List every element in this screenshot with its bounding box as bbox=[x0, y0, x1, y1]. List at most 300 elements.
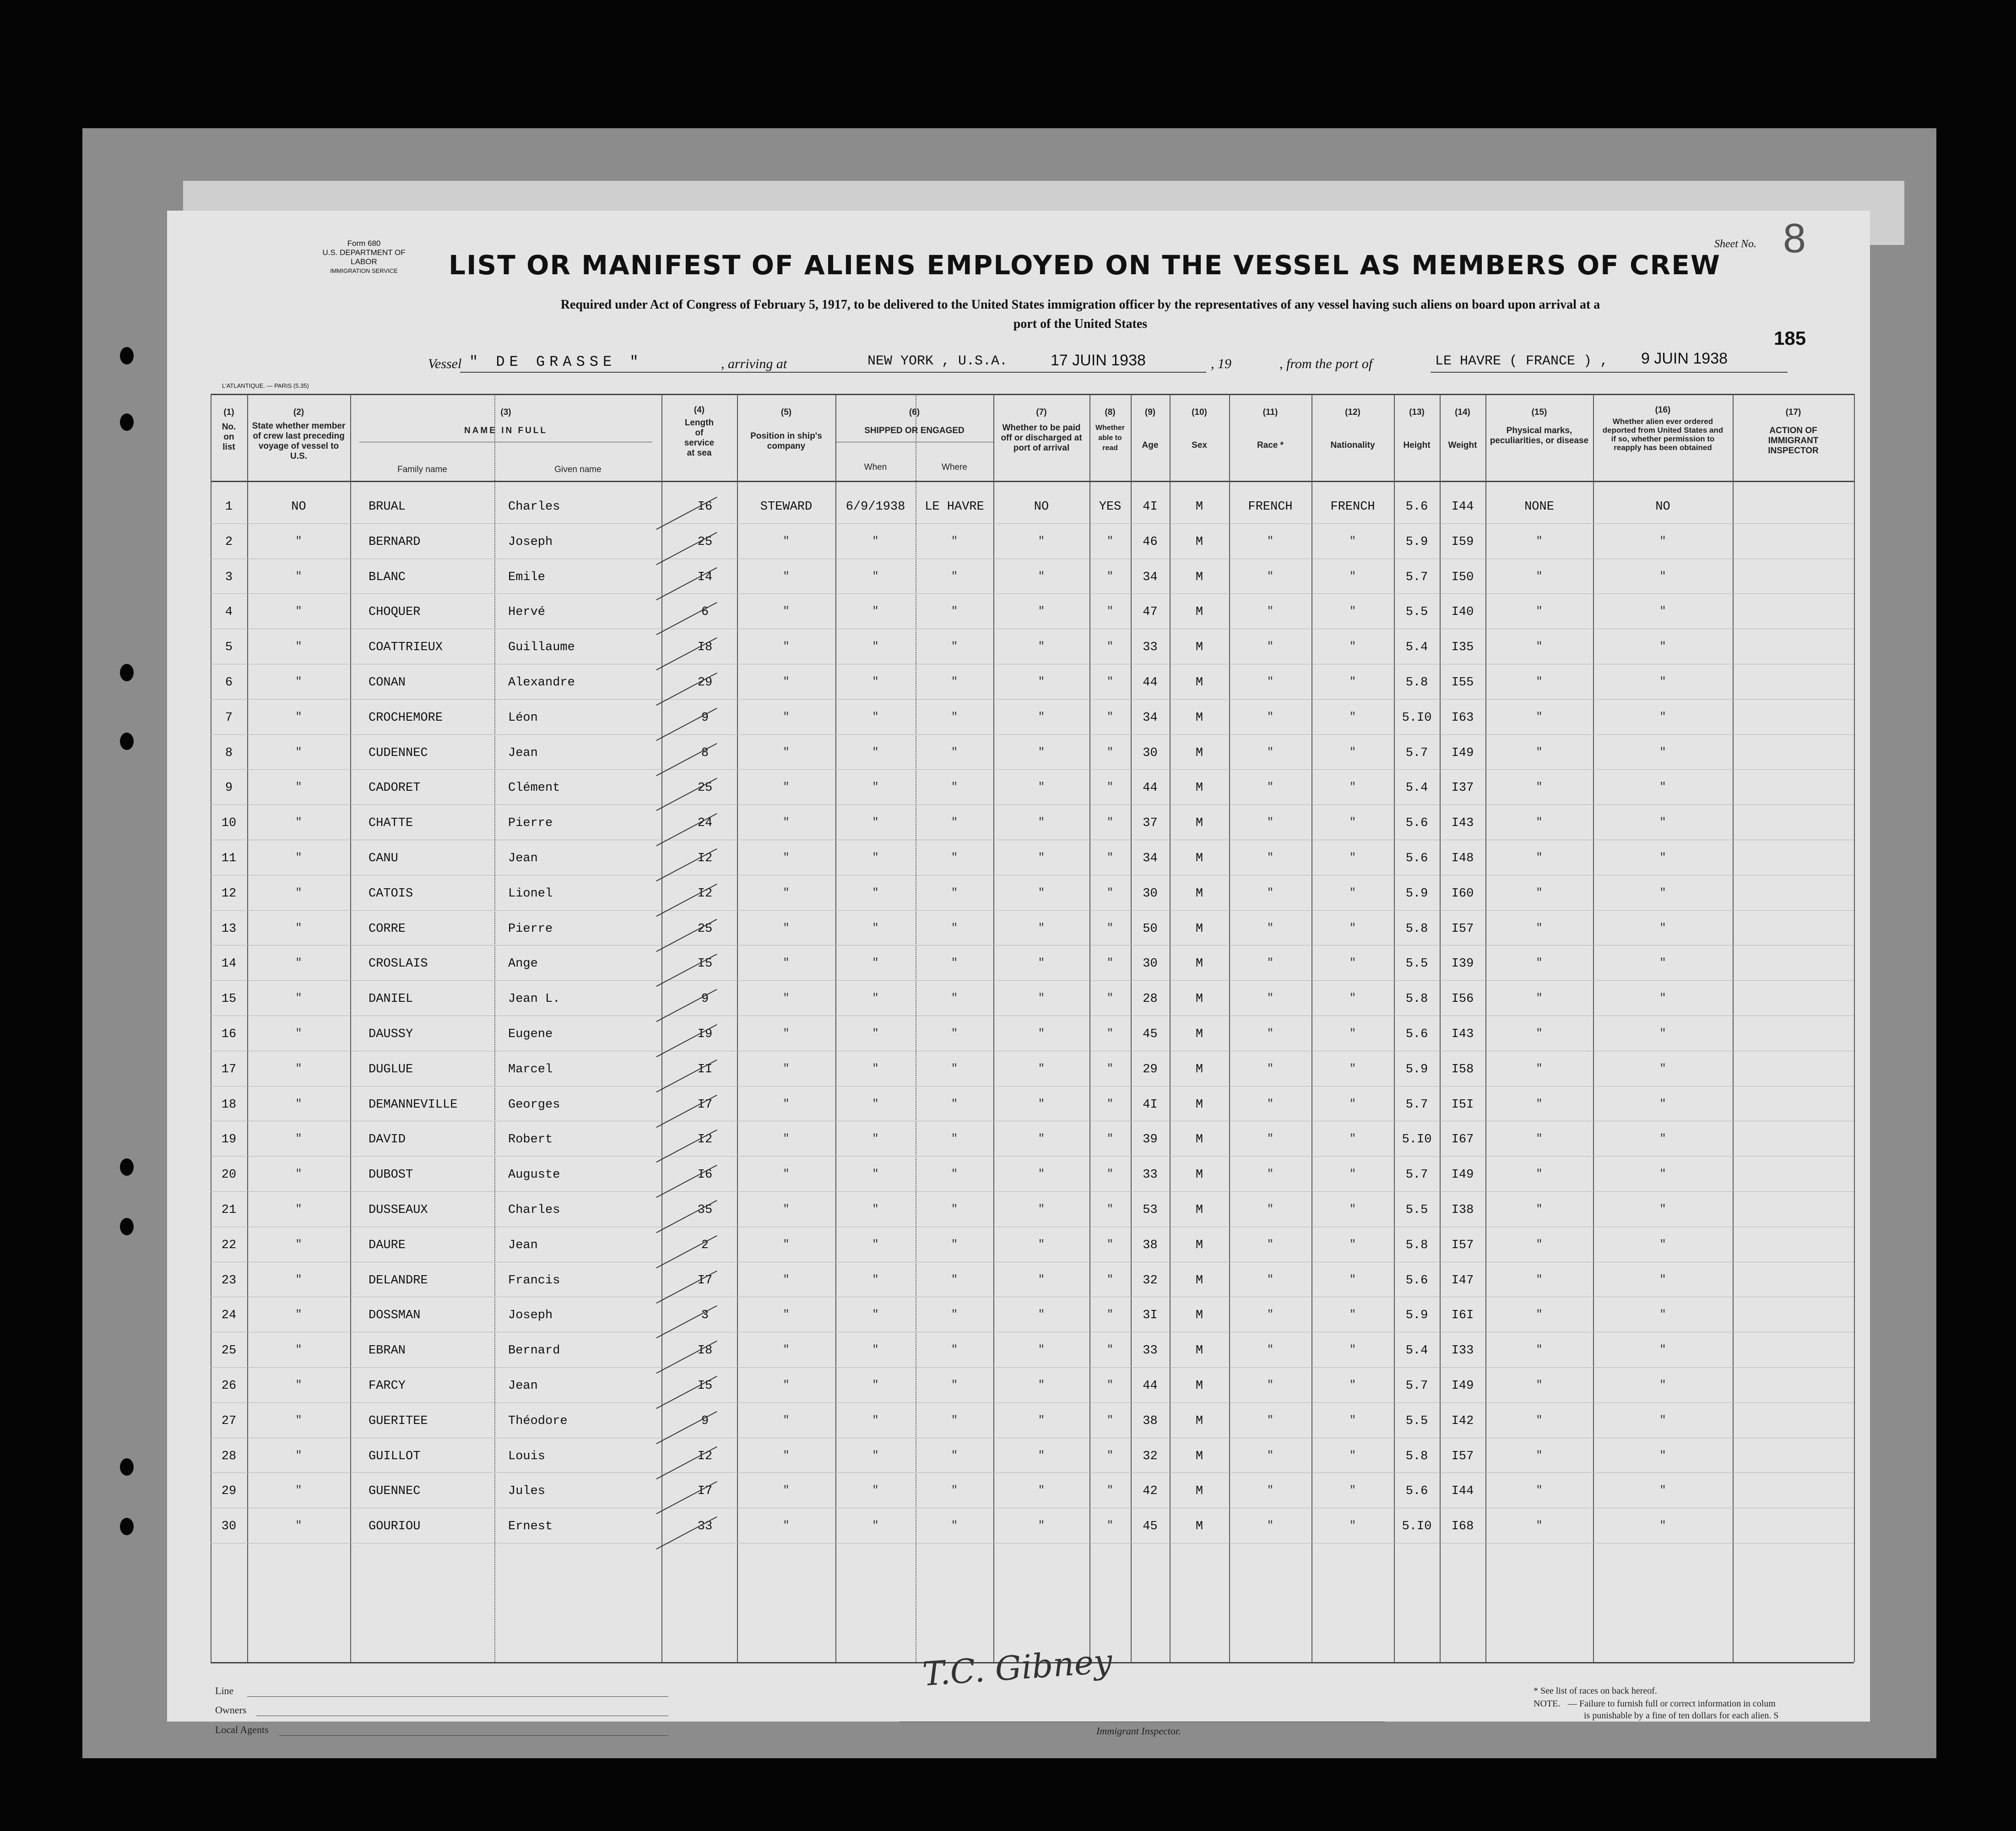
paid-off-ditto: " bbox=[1038, 641, 1045, 653]
shipped-where-ditto: " bbox=[951, 1133, 958, 1146]
physical-marks-ditto: " bbox=[1536, 886, 1543, 899]
paid-off-ditto: " bbox=[1038, 1449, 1045, 1462]
deported-ditto: " bbox=[1659, 711, 1666, 723]
race-ditto: " bbox=[1267, 1273, 1274, 1286]
deported-ditto: " bbox=[1659, 957, 1666, 970]
service-length: I8 bbox=[697, 1344, 713, 1358]
row-number: 18 bbox=[221, 1098, 237, 1112]
prev-voyage-ditto: " bbox=[295, 852, 302, 864]
family-name: GOURIOU bbox=[369, 1520, 421, 1534]
shipped-where-ditto: " bbox=[951, 1379, 958, 1391]
able-to-read-ditto: " bbox=[1106, 641, 1114, 653]
shipped-where-ditto: " bbox=[951, 711, 958, 723]
shipped-where-ditto: " bbox=[951, 816, 958, 829]
prev-voyage-ditto: " bbox=[295, 886, 302, 899]
race-ditto: " bbox=[1267, 1098, 1274, 1110]
height: 5.5 bbox=[1405, 605, 1428, 619]
line-label: Line bbox=[215, 1685, 234, 1696]
service-length: 29 bbox=[697, 676, 713, 690]
physical-marks-ditto: " bbox=[1536, 816, 1543, 829]
shipped-when-ditto: " bbox=[872, 746, 879, 759]
physical-marks-ditto: " bbox=[1536, 641, 1543, 653]
height: 5.5 bbox=[1405, 1203, 1428, 1217]
family-name: DUBOST bbox=[369, 1168, 413, 1182]
shipped-where-ditto: " bbox=[951, 1027, 958, 1040]
paid-off: NO bbox=[1034, 500, 1049, 514]
paid-off-ditto: " bbox=[1038, 1273, 1045, 1286]
sex: M bbox=[1195, 1379, 1203, 1393]
row-rule bbox=[211, 804, 1854, 805]
weight: I68 bbox=[1451, 1520, 1474, 1534]
given-name: Eugene bbox=[508, 1027, 553, 1041]
deported-ditto: " bbox=[1659, 641, 1666, 653]
age: 30 bbox=[1143, 886, 1158, 901]
nationality-ditto: " bbox=[1349, 852, 1356, 864]
race-ditto: " bbox=[1267, 1062, 1274, 1075]
weight: I67 bbox=[1451, 1133, 1474, 1147]
shipped-when-ditto: " bbox=[872, 1414, 879, 1427]
header-service-label: Length of service at sea bbox=[684, 418, 715, 458]
deported-ditto: " bbox=[1659, 992, 1666, 1005]
col-rule-end bbox=[1854, 394, 1855, 1662]
able-to-read-ditto: " bbox=[1106, 535, 1114, 548]
header-read-label: Whether able to read bbox=[1095, 424, 1125, 452]
position-ditto: " bbox=[783, 1379, 790, 1391]
height: 5.7 bbox=[1405, 1379, 1428, 1393]
height: 5.6 bbox=[1405, 1484, 1428, 1499]
row-number: 25 bbox=[221, 1344, 237, 1358]
header-given: Given name bbox=[554, 465, 602, 474]
race-ditto: " bbox=[1267, 1520, 1274, 1532]
shipped-when-ditto: " bbox=[872, 886, 879, 899]
given-name: Léon bbox=[508, 711, 538, 725]
sex: M bbox=[1195, 1098, 1203, 1112]
page-number: 185 bbox=[1774, 327, 1806, 349]
races-note: * See list of races on back hereof. bbox=[1534, 1686, 1657, 1696]
shipped-when-ditto: " bbox=[872, 1168, 879, 1181]
shipped-where-ditto: " bbox=[951, 957, 958, 970]
family-name: CANU bbox=[369, 852, 398, 865]
shipped-when-ditto: " bbox=[872, 1238, 879, 1251]
weight: I6I bbox=[1451, 1309, 1474, 1323]
paid-off-ditto: " bbox=[1038, 992, 1045, 1005]
able-to-read-ditto: " bbox=[1106, 1027, 1114, 1040]
height: 5.9 bbox=[1405, 1062, 1428, 1076]
header-prev-voyage-label: State whether member of crew last preceding voyage of vessel to U.S. bbox=[252, 421, 346, 461]
height: 5.4 bbox=[1405, 1344, 1428, 1358]
sex: M bbox=[1195, 500, 1203, 514]
position-ditto: " bbox=[783, 1133, 790, 1146]
paid-off-ditto: " bbox=[1038, 852, 1045, 864]
given-name: Charles bbox=[508, 1203, 560, 1217]
position-ditto: " bbox=[783, 1062, 790, 1075]
given-name: Guillaume bbox=[508, 641, 575, 655]
header-age-num: (9) bbox=[1144, 407, 1156, 417]
physical-marks-ditto: " bbox=[1536, 1344, 1543, 1357]
able-to-read-ditto: " bbox=[1106, 1133, 1114, 1146]
row-number: 17 bbox=[221, 1062, 237, 1076]
sex: M bbox=[1195, 922, 1203, 936]
paid-off-ditto: " bbox=[1038, 711, 1045, 723]
physical-marks-ditto: " bbox=[1536, 1414, 1543, 1427]
given-name: Lionel bbox=[508, 886, 553, 901]
given-name: Alexandre bbox=[508, 676, 575, 690]
nationality-ditto: " bbox=[1349, 1484, 1356, 1497]
binder-hole bbox=[120, 413, 134, 431]
row-number: 24 bbox=[221, 1309, 237, 1323]
row-number: 16 bbox=[221, 1027, 237, 1041]
row-rule bbox=[211, 1472, 1854, 1473]
race-ditto: " bbox=[1267, 570, 1274, 583]
paid-off-ditto: " bbox=[1038, 1379, 1045, 1391]
given-name: Jean bbox=[508, 746, 538, 760]
position-ditto: " bbox=[783, 852, 790, 864]
able-to-read-ditto: " bbox=[1106, 1484, 1114, 1497]
given-name: Francis bbox=[508, 1273, 560, 1288]
physical-marks-ditto: " bbox=[1536, 1203, 1543, 1216]
row-number: 5 bbox=[225, 641, 233, 655]
deported-ditto: " bbox=[1659, 746, 1666, 759]
weight: I57 bbox=[1451, 1238, 1474, 1252]
row-number: 1 bbox=[225, 500, 233, 514]
deported-ditto: " bbox=[1659, 1379, 1666, 1391]
position-ditto: " bbox=[783, 922, 790, 935]
manifest-sheet bbox=[167, 211, 1870, 1737]
age: 38 bbox=[1143, 1238, 1158, 1252]
height: 5.5 bbox=[1405, 957, 1428, 971]
physical-marks-ditto: " bbox=[1536, 535, 1543, 548]
prev-voyage-ditto: " bbox=[295, 746, 302, 759]
age: 45 bbox=[1143, 1520, 1158, 1534]
given-name: Emile bbox=[508, 570, 546, 584]
service-length: I5 bbox=[697, 1379, 713, 1393]
row-number: 7 bbox=[225, 711, 233, 725]
prev-voyage-ditto: " bbox=[295, 957, 302, 970]
row-rule bbox=[211, 1086, 1854, 1087]
inspector-signature: T.C. Gibney bbox=[921, 1641, 1114, 1694]
prev-voyage-ditto: " bbox=[295, 992, 302, 1005]
deported-ditto: " bbox=[1659, 816, 1666, 829]
arrival-rule bbox=[863, 372, 1206, 373]
shipped-where: LE HAVRE bbox=[925, 500, 984, 514]
given-name: Jean L. bbox=[508, 992, 560, 1006]
able-to-read-ditto: " bbox=[1106, 1203, 1114, 1216]
service-length: I7 bbox=[697, 1484, 713, 1499]
sex: M bbox=[1195, 1484, 1203, 1499]
header-marks-label: Physical marks, peculiarities, or disease bbox=[1490, 426, 1589, 446]
sex: M bbox=[1195, 570, 1203, 584]
given-name: Joseph bbox=[508, 535, 553, 549]
sex: M bbox=[1195, 1273, 1203, 1288]
prev-voyage-ditto: " bbox=[295, 1027, 302, 1040]
shipped-when-ditto: " bbox=[872, 535, 879, 548]
paid-off-ditto: " bbox=[1038, 922, 1045, 935]
header-nationality-label: Nationality bbox=[1330, 440, 1375, 450]
height: 5.8 bbox=[1405, 1449, 1428, 1463]
service-length: 25 bbox=[697, 535, 713, 549]
weight: I44 bbox=[1451, 500, 1474, 514]
paid-off-ditto: " bbox=[1038, 1344, 1045, 1357]
header-shipped-label: SHIPPED OR ENGAGED bbox=[864, 426, 965, 435]
age: 34 bbox=[1143, 852, 1158, 865]
given-name: Charles bbox=[508, 500, 560, 514]
given-name: Bernard bbox=[508, 1344, 560, 1358]
row-number: 23 bbox=[221, 1273, 237, 1288]
header-marks-num: (15) bbox=[1531, 407, 1547, 417]
paid-off-ditto: " bbox=[1038, 535, 1045, 548]
nationality-ditto: " bbox=[1349, 1238, 1356, 1251]
weight: I49 bbox=[1451, 1168, 1474, 1182]
header-sex-num: (10) bbox=[1192, 407, 1207, 417]
given-name: Auguste bbox=[508, 1168, 560, 1182]
age: 50 bbox=[1143, 922, 1158, 936]
nationality-ditto: " bbox=[1349, 1203, 1356, 1216]
able-to-read-ditto: " bbox=[1106, 1379, 1114, 1391]
race-ditto: " bbox=[1267, 957, 1274, 970]
service-length: 6 bbox=[701, 605, 709, 619]
physical-marks-ditto: " bbox=[1536, 852, 1543, 864]
nationality-ditto: " bbox=[1349, 535, 1356, 548]
prev-voyage-ditto: " bbox=[295, 1309, 302, 1321]
deported-ditto: " bbox=[1659, 886, 1666, 899]
position-ditto: " bbox=[783, 535, 790, 548]
header-name bbox=[350, 407, 661, 436]
physical-marks-ditto: " bbox=[1536, 711, 1543, 723]
family-name: CATOIS bbox=[369, 886, 413, 901]
able-to-read-ditto: " bbox=[1106, 781, 1114, 794]
weight: I35 bbox=[1451, 641, 1474, 655]
deported: NO bbox=[1655, 500, 1670, 514]
race-ditto: " bbox=[1267, 746, 1274, 759]
family-name: CADORET bbox=[369, 781, 421, 795]
position-ditto: " bbox=[783, 1484, 790, 1497]
deported-ditto: " bbox=[1659, 1062, 1666, 1075]
age: 32 bbox=[1143, 1449, 1158, 1463]
header-age-label: Age bbox=[1142, 440, 1159, 450]
row-number: 21 bbox=[221, 1203, 237, 1217]
header-action-num: (17) bbox=[1785, 407, 1801, 417]
paid-off-ditto: " bbox=[1038, 746, 1045, 759]
deported-ditto: " bbox=[1659, 1203, 1666, 1216]
binder-hole bbox=[120, 1458, 134, 1476]
age: 45 bbox=[1143, 1027, 1158, 1041]
given-name: Georges bbox=[508, 1098, 560, 1112]
physical-marks-ditto: " bbox=[1536, 1027, 1543, 1040]
family-name: BLANC bbox=[369, 570, 406, 584]
given-name: Marcel bbox=[508, 1062, 553, 1076]
position-ditto: " bbox=[783, 1273, 790, 1286]
able-to-read-ditto: " bbox=[1106, 1273, 1114, 1286]
position-ditto: " bbox=[783, 1027, 790, 1040]
shipped-where-ditto: " bbox=[951, 1238, 958, 1251]
header-family: Family name bbox=[397, 465, 447, 474]
prev-voyage-ditto: " bbox=[295, 535, 302, 548]
able-to-read-ditto: " bbox=[1106, 1062, 1114, 1075]
departure-stamp: 9 JUIN 1938 bbox=[1641, 350, 1728, 367]
age: 34 bbox=[1143, 570, 1158, 584]
shipped-when-ditto: " bbox=[872, 1203, 879, 1216]
race-ditto: " bbox=[1267, 1449, 1274, 1462]
row-number: 29 bbox=[221, 1484, 237, 1499]
header-position bbox=[737, 407, 835, 451]
able-to-read-ditto: " bbox=[1106, 746, 1114, 759]
race-ditto: " bbox=[1267, 1168, 1274, 1181]
note-label: NOTE. bbox=[1534, 1699, 1561, 1709]
binder-hole bbox=[120, 664, 134, 681]
service-length: I2 bbox=[697, 852, 713, 865]
physical-marks-ditto: " bbox=[1536, 992, 1543, 1005]
sex: M bbox=[1195, 1309, 1203, 1323]
height: 5.9 bbox=[1405, 535, 1428, 549]
shipped-when-ditto: " bbox=[872, 1062, 879, 1075]
prev-voyage-ditto: " bbox=[295, 1344, 302, 1357]
sex: M bbox=[1195, 1168, 1203, 1182]
physical-marks-ditto: " bbox=[1536, 1520, 1543, 1532]
header-paid-off-label: Whether to be paid off or discharged at port of arrival bbox=[1001, 423, 1082, 453]
header-race bbox=[1229, 407, 1311, 451]
height: 5.8 bbox=[1405, 1238, 1428, 1252]
family-name: COATTRIEUX bbox=[369, 641, 443, 655]
nationality-ditto: " bbox=[1349, 1379, 1356, 1391]
nationality-ditto: " bbox=[1349, 711, 1356, 723]
paid-off-ditto: " bbox=[1038, 886, 1045, 899]
given-name: Ernest bbox=[508, 1520, 553, 1534]
shipped-when-ditto: " bbox=[872, 605, 879, 618]
able-to-read-ditto: " bbox=[1106, 1414, 1114, 1427]
family-name: BERNARD bbox=[369, 535, 421, 549]
race-ditto: " bbox=[1267, 1027, 1274, 1040]
deported-ditto: " bbox=[1659, 1520, 1666, 1532]
row-number: 28 bbox=[221, 1449, 237, 1463]
service-length: 33 bbox=[697, 1520, 713, 1534]
physical-marks-ditto: " bbox=[1536, 1273, 1543, 1286]
physical-marks-ditto: " bbox=[1536, 746, 1543, 759]
prev-voyage-ditto: " bbox=[295, 641, 302, 653]
header-nationality-num: (12) bbox=[1345, 407, 1360, 417]
shipped-when-ditto: " bbox=[872, 641, 879, 653]
sex: M bbox=[1195, 781, 1203, 795]
deported-ditto: " bbox=[1659, 1098, 1666, 1110]
service-length: I6 bbox=[697, 1168, 713, 1182]
shipped-when-ditto: " bbox=[872, 1027, 879, 1040]
arriving-port: NEW YORK , U.S.A. bbox=[867, 353, 1008, 369]
physical-marks-ditto: " bbox=[1536, 1484, 1543, 1497]
col-rule-17 bbox=[1733, 394, 1734, 1662]
age: 33 bbox=[1143, 1168, 1158, 1182]
header-nationality bbox=[1311, 407, 1394, 451]
physical-marks-ditto: " bbox=[1536, 1098, 1543, 1110]
service-length: I2 bbox=[697, 1133, 713, 1147]
height: 5.9 bbox=[1405, 886, 1428, 901]
given-name: Jules bbox=[508, 1484, 546, 1499]
position-ditto: " bbox=[783, 886, 790, 899]
sex: M bbox=[1195, 852, 1203, 865]
row-rule bbox=[211, 910, 1854, 911]
able-to-read-ditto: " bbox=[1106, 605, 1114, 618]
shipped-when-ditto: " bbox=[872, 1344, 879, 1357]
header-shipped-num: (6) bbox=[909, 407, 920, 417]
position-ditto: " bbox=[783, 1309, 790, 1321]
shipped-when-ditto: " bbox=[872, 1098, 879, 1110]
physical-marks-ditto: " bbox=[1536, 1449, 1543, 1462]
race-ditto: " bbox=[1267, 1238, 1274, 1251]
paid-off-ditto: " bbox=[1038, 1062, 1045, 1075]
height: 5.7 bbox=[1405, 1168, 1428, 1182]
shipped-where-ditto: " bbox=[951, 922, 958, 935]
family-name: DANIEL bbox=[369, 992, 413, 1006]
shipped-where-ditto: " bbox=[951, 781, 958, 794]
header-no-num: (1) bbox=[223, 407, 234, 417]
form-number: Form 680 bbox=[347, 239, 381, 248]
height: 5.6 bbox=[1405, 1027, 1428, 1041]
shipped-where-ditto: " bbox=[951, 1273, 958, 1286]
weight: I5I bbox=[1451, 1098, 1474, 1112]
paid-off-ditto: " bbox=[1038, 1309, 1045, 1321]
prev-voyage-ditto: " bbox=[295, 922, 302, 935]
race-ditto: " bbox=[1267, 1309, 1274, 1321]
race-ditto: " bbox=[1267, 1203, 1274, 1216]
race-ditto: " bbox=[1267, 1344, 1274, 1357]
family-name: DUGLUE bbox=[369, 1062, 413, 1076]
service-length: 24 bbox=[697, 816, 713, 831]
position-ditto: " bbox=[783, 605, 790, 618]
row-rule bbox=[211, 593, 1854, 594]
shipped-when-ditto: " bbox=[872, 1133, 879, 1146]
note-text-1: — Failure to furnish full or correct information in colum bbox=[1568, 1699, 1776, 1709]
shipped-when-ditto: " bbox=[872, 852, 879, 864]
table-top-rule bbox=[211, 394, 1854, 395]
able-to-read-ditto: " bbox=[1106, 711, 1114, 723]
table-header-rule bbox=[211, 481, 1854, 482]
physical-marks-ditto: " bbox=[1536, 1133, 1543, 1146]
weight: I59 bbox=[1451, 535, 1474, 549]
row-rule bbox=[211, 769, 1854, 770]
service-length: 25 bbox=[697, 781, 713, 795]
header-name-label: NAME IN FULL bbox=[464, 426, 548, 435]
able-to-read-ditto: " bbox=[1106, 1449, 1114, 1462]
sex: M bbox=[1195, 711, 1203, 725]
from-port: LE HAVRE ( FRANCE ) , bbox=[1435, 353, 1609, 369]
service-length: I5 bbox=[697, 957, 713, 971]
inspector-label: Immigrant Inspector. bbox=[1096, 1725, 1181, 1737]
height: 5.6 bbox=[1405, 500, 1428, 514]
paid-off-ditto: " bbox=[1038, 605, 1045, 618]
shipped-when-ditto: " bbox=[872, 676, 879, 688]
header-when: When bbox=[864, 462, 887, 472]
prev-voyage-ditto: " bbox=[295, 1062, 302, 1075]
subtitle-line-1: Required under Act of Congress of February 5, 1917, to be delivered to the United States immigration officer by the representatives of any vessel having such aliens on board upon arrival at a bbox=[560, 298, 1600, 312]
row-rule bbox=[211, 1156, 1854, 1157]
shipped-where-ditto: " bbox=[951, 1484, 958, 1497]
height: 5.9 bbox=[1405, 1309, 1428, 1323]
position-ditto: " bbox=[783, 816, 790, 829]
able-to-read-ditto: " bbox=[1106, 852, 1114, 864]
weight: I40 bbox=[1451, 605, 1474, 619]
weight: I44 bbox=[1451, 1484, 1474, 1499]
header-sex-label: Sex bbox=[1192, 440, 1207, 450]
shipped-when-ditto: " bbox=[872, 957, 879, 970]
age: 33 bbox=[1143, 1344, 1158, 1358]
shipped-when: 6/9/1938 bbox=[845, 500, 905, 514]
race: FRENCH bbox=[1248, 500, 1293, 514]
race-ditto: " bbox=[1267, 886, 1274, 899]
weight: I49 bbox=[1451, 746, 1474, 760]
nationality-ditto: " bbox=[1349, 816, 1356, 829]
prev-voyage-ditto: " bbox=[295, 1238, 302, 1251]
given-name: Jean bbox=[508, 852, 538, 865]
shipped-where-ditto: " bbox=[951, 535, 958, 548]
age: 44 bbox=[1143, 1379, 1158, 1393]
